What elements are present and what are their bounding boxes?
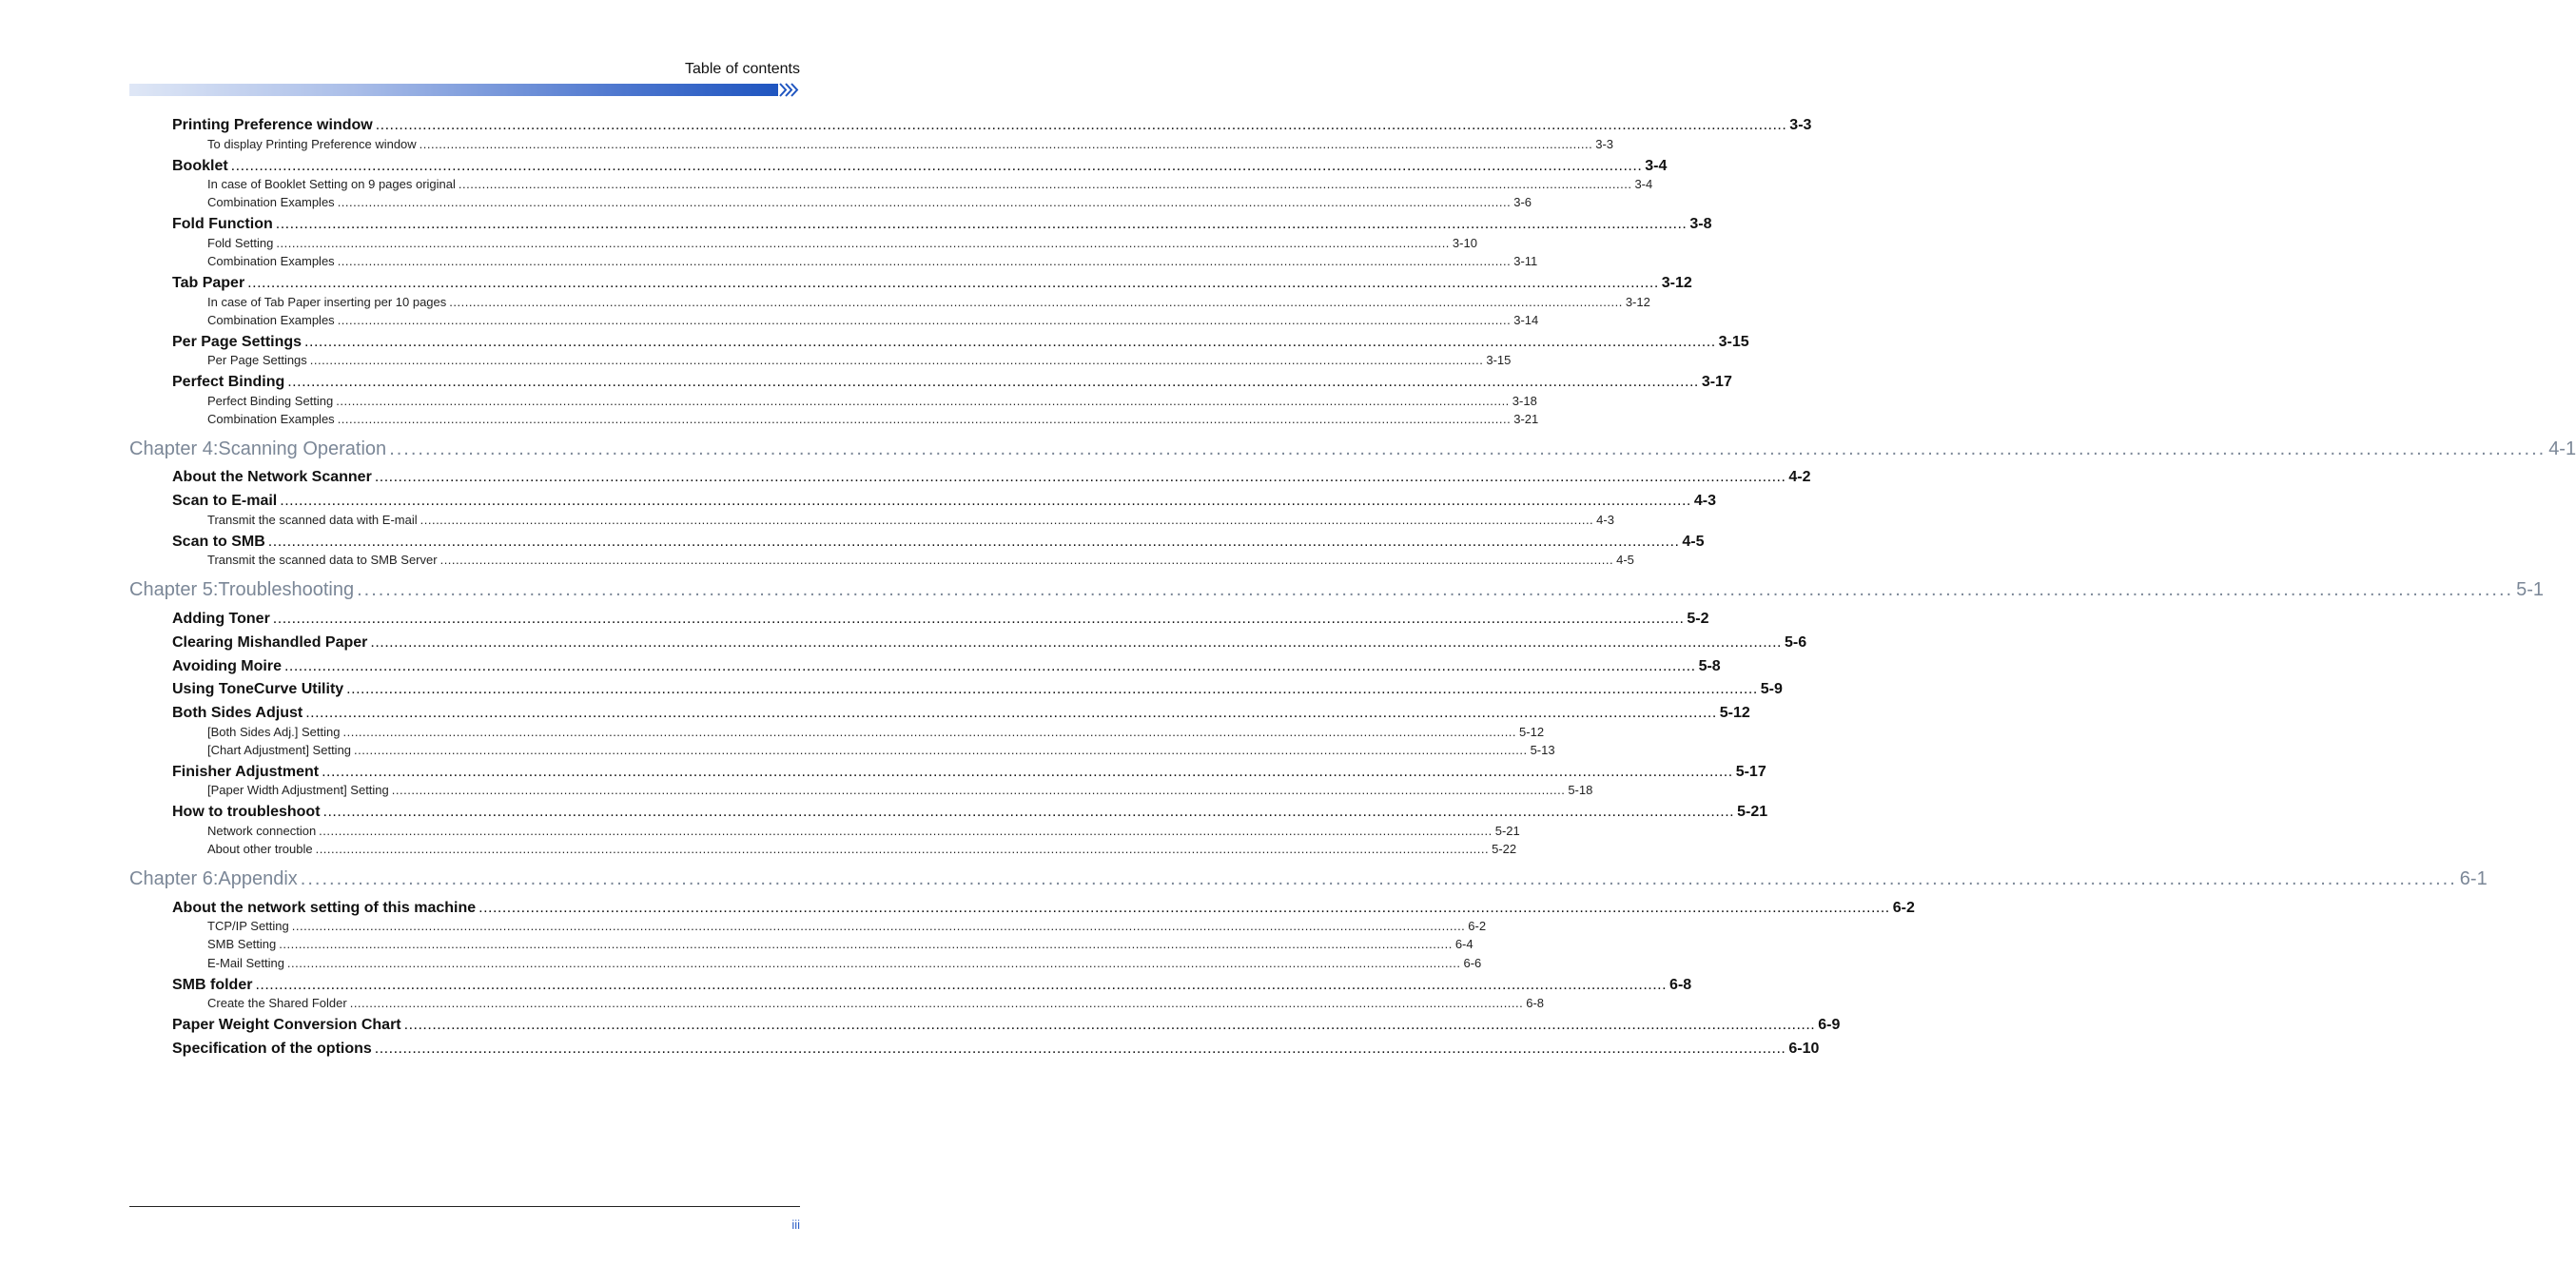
toc-dot-leader: ............................................................................................................................................................................................................................................................................................................ bbox=[374, 1041, 1786, 1057]
toc-subsection-entry[interactable] bbox=[207, 919, 1487, 933]
toc-entry-title: Chapter 5:Troubleshooting bbox=[129, 579, 355, 600]
toc-entry-page: 3-10 bbox=[1452, 236, 1477, 250]
toc-chapter-entry[interactable] bbox=[129, 579, 2544, 601]
toc-entry-title: Avoiding Moire bbox=[172, 658, 282, 674]
toc-entry-title: Per Page Settings bbox=[207, 353, 307, 367]
toc-entry-page: 4-5 bbox=[1682, 534, 1705, 550]
toc-entry-page: 5-22 bbox=[1492, 842, 1517, 856]
toc-entry-page: 4-1 bbox=[2548, 438, 2576, 459]
toc-subsection-entry[interactable] bbox=[207, 353, 1512, 367]
toc-entry-page: 3-11 bbox=[1513, 254, 1538, 268]
toc-entry-page: 3-4 bbox=[1645, 158, 1668, 174]
toc-entry-title: To display Printing Preference window bbox=[207, 137, 417, 151]
toc-section-entry[interactable] bbox=[172, 1041, 1820, 1058]
toc-entry-title: Transmit the scanned data with E-mail bbox=[207, 513, 418, 527]
toc-entry-page: 4-5 bbox=[1616, 553, 1634, 567]
toc-subsection-entry[interactable] bbox=[207, 177, 1653, 191]
toc-section-entry[interactable] bbox=[172, 374, 1732, 391]
footer-rule bbox=[129, 1206, 800, 1207]
toc-entry-title: Chapter 4:Scanning Operation bbox=[129, 438, 387, 459]
toc-dot-leader: ............................................................................................................................................................................................................................................................................................................ bbox=[419, 137, 1593, 151]
toc-entry-title: [Chart Adjustment] Setting bbox=[207, 743, 352, 757]
toc-dot-leader: ............................................................................................................................................................................................................................................................................................................ bbox=[283, 658, 1696, 674]
toc-subsection-entry[interactable] bbox=[207, 195, 1532, 209]
toc-entry-page: 5-1 bbox=[2516, 579, 2544, 600]
toc-entry-page: 6-8 bbox=[1669, 977, 1692, 993]
toc-subsection-entry[interactable] bbox=[207, 937, 1473, 951]
toc-dot-leader: ............................................................................................................................................................................................................................................................................................................ bbox=[389, 438, 2547, 459]
toc-entry-page: 5-13 bbox=[1530, 743, 1555, 757]
toc-section-entry[interactable] bbox=[172, 634, 1807, 652]
toc-entry-title: Combination Examples bbox=[207, 412, 335, 426]
toc-entry-page: 6-1 bbox=[2459, 868, 2488, 889]
toc-entry-title: About the Network Scanner bbox=[172, 469, 372, 485]
toc-dot-leader: ............................................................................................................................................................................................................................................................................................................ bbox=[279, 937, 1453, 951]
toc-entry-title: SMB Setting bbox=[207, 937, 277, 951]
toc-entry-page: 4-3 bbox=[1693, 493, 1716, 509]
toc-entry-title: SMB folder bbox=[172, 977, 253, 993]
toc-entry-page: 5-8 bbox=[1698, 658, 1721, 674]
toc-entry-title: [Paper Width Adjustment] Setting bbox=[207, 783, 389, 797]
page-number: iii bbox=[791, 1217, 800, 1232]
toc-entry-title: In case of Tab Paper inserting per 10 pages bbox=[207, 295, 447, 309]
toc-dot-leader: ............................................................................................................................................................................................................................................................................................................ bbox=[230, 158, 1643, 174]
toc-entry-title: Combination Examples bbox=[207, 195, 335, 209]
toc-section-entry[interactable] bbox=[172, 158, 1668, 175]
toc-dot-leader: ............................................................................................................................................................................................................................................................................................................ bbox=[280, 493, 1691, 509]
running-header-title: Table of contents bbox=[685, 61, 800, 77]
toc-subsection-entry[interactable] bbox=[207, 553, 1634, 567]
toc-entry-title: Network connection bbox=[207, 824, 317, 838]
toc-entry-title: TCP/IP Setting bbox=[207, 919, 289, 933]
toc-entry-title: About other trouble bbox=[207, 842, 313, 856]
toc-subsection-entry[interactable] bbox=[207, 236, 1477, 250]
toc-entry-title: Printing Preference window bbox=[172, 117, 373, 133]
toc-dot-leader: ............................................................................................................................................................................................................................................................................................................ bbox=[286, 956, 1461, 970]
toc-entry-title: [Both Sides Adj.] Setting bbox=[207, 725, 341, 739]
toc-dot-leader: ............................................................................................................................................................................................................................................................................................................ bbox=[315, 842, 1490, 856]
toc-chapter-entry[interactable] bbox=[129, 868, 2488, 890]
toc-dot-leader: ............................................................................................................................................................................................................................................................................................................ bbox=[346, 681, 1758, 697]
toc-section-entry[interactable] bbox=[172, 977, 1692, 994]
toc-dot-leader: ............................................................................................................................................................................................................................................................................................................ bbox=[275, 216, 1688, 232]
toc-dot-leader: ............................................................................................................................................................................................................................................................................................................ bbox=[337, 254, 1512, 268]
toc-entry-page: 6-9 bbox=[1818, 1017, 1841, 1033]
toc-section-entry[interactable] bbox=[172, 804, 1768, 821]
toc-entry-title: Combination Examples bbox=[207, 313, 335, 327]
toc-section-entry[interactable] bbox=[172, 117, 1812, 134]
toc-entry-page: 5-2 bbox=[1687, 611, 1709, 627]
toc-dot-leader: ............................................................................................................................................................................................................................................................................................................ bbox=[291, 919, 1466, 933]
toc-entry-title: Combination Examples bbox=[207, 254, 335, 268]
toc-subsection-entry[interactable] bbox=[207, 996, 1545, 1010]
toc-section-entry[interactable] bbox=[172, 469, 1811, 486]
toc-entry-page: 3-14 bbox=[1513, 313, 1539, 327]
toc-entry-page: 3-15 bbox=[1486, 353, 1512, 367]
toc-entry-page: 5-9 bbox=[1760, 681, 1783, 697]
toc-dot-leader: ............................................................................................................................................................................................................................................................................................................ bbox=[478, 900, 1890, 916]
toc-entry-title: Finisher Adjustment bbox=[172, 764, 320, 780]
toc-entry-title: Per Page Settings bbox=[172, 334, 302, 350]
toc-dot-leader: ............................................................................................................................................................................................................................................................................................................ bbox=[342, 725, 1517, 739]
toc-dot-leader: ............................................................................................................................................................................................................................................................................................................ bbox=[391, 783, 1566, 797]
toc-entry-page: 5-6 bbox=[1784, 634, 1807, 651]
toc-subsection-entry[interactable] bbox=[207, 824, 1520, 838]
toc-entry-page: 3-18 bbox=[1512, 394, 1537, 408]
toc-subsection-entry[interactable] bbox=[207, 412, 1539, 426]
toc-entry-title: Booklet bbox=[172, 158, 228, 174]
toc-entry-page: 3-3 bbox=[1789, 117, 1812, 133]
toc-entry-page: 3-12 bbox=[1625, 295, 1650, 309]
toc-subsection-entry[interactable] bbox=[207, 783, 1593, 797]
toc-entry-page: 6-2 bbox=[1468, 919, 1487, 933]
toc-dot-leader: ............................................................................................................................................................................................................................................................................................................ bbox=[272, 611, 1685, 627]
toc-subsection-entry[interactable] bbox=[207, 295, 1650, 309]
toc-dot-leader: ............................................................................................................................................................................................................................................................................................................ bbox=[354, 743, 1528, 757]
toc-entry-page: 3-3 bbox=[1595, 137, 1614, 151]
toc-entry-title: How to troubleshoot bbox=[172, 804, 321, 820]
toc-entry-page: 3-8 bbox=[1689, 216, 1712, 232]
toc-dot-leader: ............................................................................................................................................................................................................................................................................................................ bbox=[255, 977, 1668, 993]
toc-dot-leader: ............................................................................................................................................................................................................................................................................................................ bbox=[309, 353, 1484, 367]
toc-dot-leader: ............................................................................................................................................................................................................................................................................................................ bbox=[276, 236, 1450, 250]
toc-dot-leader: ............................................................................................................................................................................................................................................................................................................ bbox=[374, 469, 1786, 485]
toc-entry-title: Chapter 6:Appendix bbox=[129, 868, 298, 889]
toc-entry-page: 3-12 bbox=[1661, 275, 1692, 291]
toc-dot-leader: ............................................................................................................................................................................................................................................................................................................ bbox=[337, 195, 1512, 209]
toc-entry-title: E-Mail Setting bbox=[207, 956, 284, 970]
toc-dot-leader: ............................................................................................................................................................................................................................................................................................................ bbox=[336, 394, 1510, 408]
toc-entry-title: Adding Toner bbox=[172, 611, 270, 627]
toc-entry-title: Specification of the options bbox=[172, 1041, 372, 1057]
toc-subsection-entry[interactable] bbox=[207, 313, 1539, 327]
toc-section-entry[interactable] bbox=[172, 764, 1766, 781]
toc-section-entry[interactable] bbox=[172, 493, 1716, 510]
toc-entry-title: Paper Weight Conversion Chart bbox=[172, 1017, 401, 1033]
toc-section-entry[interactable] bbox=[172, 334, 1749, 351]
toc-entry-title: About the network setting of this machine bbox=[172, 900, 477, 916]
toc-entry-title: Transmit the scanned data to SMB Server bbox=[207, 553, 438, 567]
toc-section-entry[interactable] bbox=[172, 900, 1915, 917]
toc-section-entry[interactable] bbox=[172, 611, 1709, 628]
toc-dot-leader: ............................................................................................................................................................................................................................................................................................................ bbox=[420, 513, 1594, 527]
toc-section-entry[interactable] bbox=[172, 1017, 1841, 1034]
toc-dot-leader: ............................................................................................................................................................................................................................................................................................................ bbox=[449, 295, 1623, 309]
toc-entry-page: 5-17 bbox=[1735, 764, 1766, 780]
toc-section-entry[interactable] bbox=[172, 216, 1712, 233]
toc-entry-page: 6-10 bbox=[1788, 1041, 1820, 1057]
toc-entry-title: Perfect Binding Setting bbox=[207, 394, 334, 408]
toc-dot-leader: ............................................................................................................................................................................................................................................................................................................ bbox=[370, 634, 1782, 651]
toc-entry-page: 5-21 bbox=[1494, 824, 1520, 838]
toc-entry-page: 6-8 bbox=[1526, 996, 1545, 1010]
toc-entry-page: 5-18 bbox=[1568, 783, 1593, 797]
toc-entry-page: 4-2 bbox=[1788, 469, 1811, 485]
toc-entry-page: 3-17 bbox=[1701, 374, 1732, 390]
toc-entry-title: Create the Shared Folder bbox=[207, 996, 347, 1010]
toc-subsection-entry[interactable] bbox=[207, 842, 1517, 856]
toc-dot-leader: ............................................................................................................................................................................................................................................................................................................ bbox=[322, 764, 1733, 780]
toc-subsection-entry[interactable] bbox=[207, 956, 1482, 970]
toc-section-entry[interactable] bbox=[172, 658, 1721, 675]
toc-dot-leader: ............................................................................................................................................................................................................................................................................................................ bbox=[304, 334, 1716, 350]
toc-subsection-entry[interactable] bbox=[207, 513, 1614, 527]
toc-subsection-entry[interactable] bbox=[207, 394, 1537, 408]
toc-dot-leader: ............................................................................................................................................................................................................................................................................................................ bbox=[305, 705, 1717, 721]
toc-dot-leader: ............................................................................................................................................................................................................................................................................................................ bbox=[319, 824, 1493, 838]
toc-dot-leader: ............................................................................................................................................................................................................................................................................................................ bbox=[300, 868, 2457, 889]
toc-dot-leader: ............................................................................................................................................................................................................................................................................................................ bbox=[439, 553, 1614, 567]
toc-dot-leader: ............................................................................................................................................................................................................................................................................................................ bbox=[357, 579, 2514, 600]
toc-entry-title: Fold Function bbox=[172, 216, 273, 232]
toc-entry-page: 5-21 bbox=[1737, 804, 1768, 820]
toc-section-entry[interactable] bbox=[172, 534, 1705, 551]
toc-subsection-entry[interactable] bbox=[207, 743, 1555, 757]
toc-entry-title: Scan to SMB bbox=[172, 534, 265, 550]
toc-dot-leader: ............................................................................................................................................................................................................................................................................................................ bbox=[267, 534, 1680, 550]
toc-entry-title: In case of Booklet Setting on 9 pages original bbox=[207, 177, 456, 191]
toc-entry-title: Both Sides Adjust bbox=[172, 705, 303, 721]
toc-dot-leader: ............................................................................................................................................................................................................................................................................................................ bbox=[322, 804, 1735, 820]
toc-entry-title: Clearing Mishandled Paper bbox=[172, 634, 368, 651]
toc-entry-page: 6-4 bbox=[1454, 937, 1473, 951]
toc-entry-page: 3-6 bbox=[1513, 195, 1532, 209]
toc-entry-title: Using ToneCurve Utility bbox=[172, 681, 344, 697]
toc-dot-leader: ............................................................................................................................................................................................................................................................................................................ bbox=[337, 412, 1512, 426]
toc-dot-leader: ............................................................................................................................................................................................................................................................................................................ bbox=[458, 177, 1632, 191]
toc-entry-page: 6-6 bbox=[1463, 956, 1482, 970]
toc-entry-page: 3-21 bbox=[1513, 412, 1539, 426]
toc-dot-leader: ............................................................................................................................................................................................................................................................................................................ bbox=[247, 275, 1659, 291]
toc-entry-page: 3-4 bbox=[1634, 177, 1653, 191]
toc-entry-page: 4-3 bbox=[1596, 513, 1614, 527]
toc-dot-leader: ............................................................................................................................................................................................................................................................................................................ bbox=[403, 1017, 1816, 1033]
toc-subsection-entry[interactable] bbox=[207, 254, 1538, 268]
toc-dot-leader: ............................................................................................................................................................................................................................................................................................................ bbox=[287, 374, 1699, 390]
toc-entry-title: Perfect Binding bbox=[172, 374, 285, 390]
toc-dot-leader: ............................................................................................................................................................................................................................................................................................................ bbox=[375, 117, 1787, 133]
toc-section-entry[interactable] bbox=[172, 705, 1750, 722]
toc-entry-title: Scan to E-mail bbox=[172, 493, 278, 509]
toc-subsection-entry[interactable] bbox=[207, 137, 1614, 151]
toc-chapter-entry[interactable] bbox=[129, 438, 2576, 460]
toc-entry-page: 5-12 bbox=[1519, 725, 1545, 739]
toc-entry-title: Tab Paper bbox=[172, 275, 245, 291]
toc-entry-page: 5-12 bbox=[1719, 705, 1750, 721]
toc-dot-leader: ............................................................................................................................................................................................................................................................................................................ bbox=[337, 313, 1512, 327]
toc-entry-title: Fold Setting bbox=[207, 236, 274, 250]
toc-dot-leader: ............................................................................................................................................................................................................................................................................................................ bbox=[349, 996, 1524, 1010]
toc-section-entry[interactable] bbox=[172, 275, 1692, 292]
toc-entry-page: 3-15 bbox=[1718, 334, 1749, 350]
toc-entry-page: 6-2 bbox=[1892, 900, 1915, 916]
toc-subsection-entry[interactable] bbox=[207, 725, 1545, 739]
toc-section-entry[interactable] bbox=[172, 681, 1783, 698]
